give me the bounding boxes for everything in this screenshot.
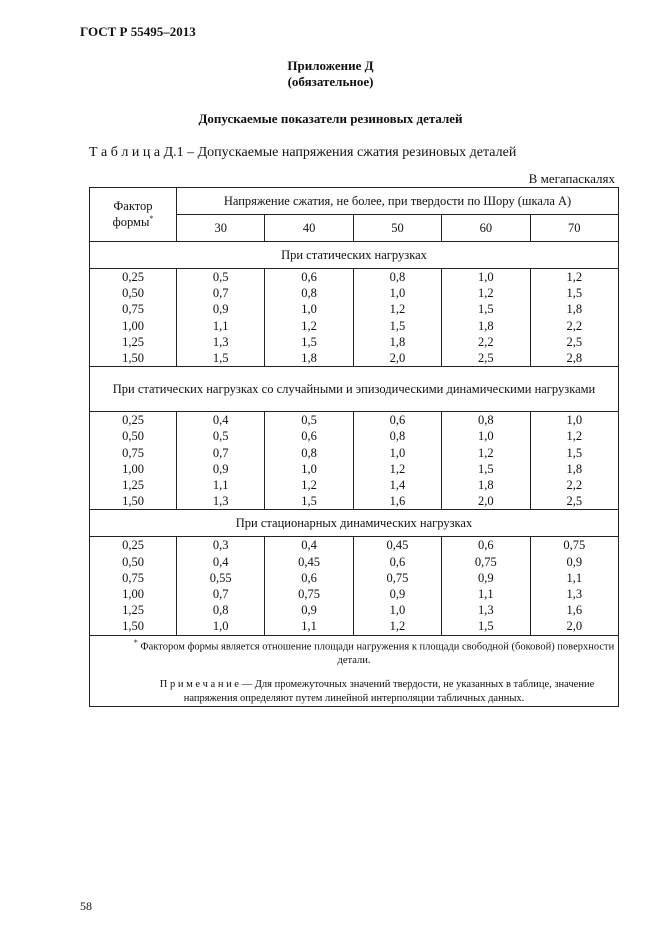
stress-value: 0,6 xyxy=(478,538,494,553)
stress-value-cell xyxy=(177,269,265,367)
hardness-group-header: Напряжение сжатия, не более, при твердости по Шору (шкала А) xyxy=(177,188,619,215)
shape-factor-value: 0,25 xyxy=(122,270,144,284)
stress-value: 1,6 xyxy=(389,494,406,509)
shape-factor-cell xyxy=(90,537,177,635)
stress-value: 0,45 xyxy=(386,538,409,553)
section-data-row xyxy=(90,537,619,635)
units-note: В мегапаскалях xyxy=(528,171,615,186)
stress-value: 1,5 xyxy=(389,318,406,333)
shape-factor-cell xyxy=(90,412,177,510)
section-data-row xyxy=(90,412,619,510)
note-label: П р и м е ч а н и е xyxy=(159,679,239,691)
table-caption xyxy=(89,145,516,161)
note-text: — Для промежуточных значений твердости, не указанных в таблице, значение напряжения определяют путем линейной интерполяции табличных данных. xyxy=(183,679,595,705)
shape-factor-value: 0,75 xyxy=(122,302,144,317)
stress-value: 1,5 xyxy=(212,351,229,366)
stress-value: 1,5 xyxy=(478,619,494,634)
shape-factor-header-line1: Фактор xyxy=(113,198,153,213)
shape-factor-value: 0,75 xyxy=(122,570,144,585)
footnote-mark: * xyxy=(133,637,138,647)
stress-value: 0,8 xyxy=(212,603,229,618)
stress-value: 0,7 xyxy=(212,286,229,301)
stress-value: 1,1 xyxy=(566,570,583,585)
hardness-header: 30 xyxy=(177,215,265,242)
stress-value: 0,9 xyxy=(389,587,406,602)
stress-value: 1,0 xyxy=(389,445,406,460)
stress-value: 0,6 xyxy=(389,554,406,569)
page-number: 58 xyxy=(80,899,92,913)
table-footnotes xyxy=(90,635,619,707)
stress-value-cell xyxy=(177,412,265,510)
stress-value: 0,7 xyxy=(212,587,229,602)
stress-value: 0,6 xyxy=(301,570,317,585)
stress-value: 1,2 xyxy=(301,478,317,493)
stress-value-cell xyxy=(530,269,619,367)
stress-value-cell xyxy=(530,412,619,510)
stress-value: 1,8 xyxy=(478,478,494,493)
shape-factor-value: 1,50 xyxy=(122,494,144,509)
shape-factor-value: 0,50 xyxy=(122,286,144,301)
stress-value: 0,8 xyxy=(389,429,406,444)
stress-value: 2,5 xyxy=(478,351,494,366)
stress-value-cell xyxy=(265,269,353,367)
shape-factor-value: 0,75 xyxy=(122,445,144,460)
table-body xyxy=(90,242,619,636)
appendix-heading: Допускаемые показатели резиновых деталей xyxy=(198,111,463,126)
shape-factor-value: 1,50 xyxy=(122,619,144,634)
stress-value: 0,4 xyxy=(212,413,229,428)
stress-value: 0,9 xyxy=(212,461,229,476)
stress-value-cell xyxy=(177,537,265,635)
stress-value: 0,8 xyxy=(301,445,317,460)
shape-factor-cell xyxy=(90,269,177,367)
section-title: При статических нагрузках со случайными и эпизодическими динамическими нагрузками xyxy=(90,367,619,412)
stress-value: 0,5 xyxy=(212,429,229,444)
stress-value: 1,1 xyxy=(301,619,317,634)
stress-value-cell xyxy=(442,537,530,635)
stress-value: 0,9 xyxy=(478,570,494,585)
stress-value: 0,6 xyxy=(389,413,406,428)
stress-value: 1,2 xyxy=(389,461,406,476)
hardness-header: 60 xyxy=(442,215,530,242)
stress-value: 1,5 xyxy=(301,494,317,509)
stress-value: 0,6 xyxy=(301,429,317,444)
stress-value: 1,3 xyxy=(478,603,494,618)
stress-value: 2,5 xyxy=(566,334,583,349)
stress-value: 1,0 xyxy=(478,429,494,444)
stress-value: 1,6 xyxy=(566,603,583,618)
stress-value: 1,2 xyxy=(389,302,406,317)
stress-value: 2,0 xyxy=(389,351,406,366)
stress-value: 1,8 xyxy=(478,318,494,333)
footnote-mark: * xyxy=(149,213,154,223)
shape-factor-value: 0,50 xyxy=(122,554,144,569)
appendix-title: Приложение Д xyxy=(287,58,374,73)
stress-value: 1,8 xyxy=(566,461,583,476)
shape-factor-header xyxy=(90,188,177,242)
stress-value: 0,5 xyxy=(212,270,229,284)
stress-value: 1,2 xyxy=(478,445,494,460)
stress-table xyxy=(89,187,619,707)
stress-value: 2,8 xyxy=(566,351,583,366)
stress-value: 1,0 xyxy=(478,270,494,284)
stress-value: 0,4 xyxy=(212,554,229,569)
stress-value: 1,0 xyxy=(566,413,583,428)
stress-value: 1,4 xyxy=(389,478,406,493)
shape-factor-value: 1,25 xyxy=(122,334,144,349)
stress-value: 1,2 xyxy=(478,286,494,301)
shape-factor-value: 1,25 xyxy=(122,603,144,618)
stress-value: 1,3 xyxy=(566,587,583,602)
stress-value: 0,3 xyxy=(212,538,229,553)
stress-value: 1,0 xyxy=(301,302,317,317)
table-caption-label: Т а б л и ц а xyxy=(89,145,161,160)
stress-value-cell xyxy=(353,269,441,367)
stress-value: 1,5 xyxy=(301,334,317,349)
stress-value: 1,3 xyxy=(212,494,229,509)
stress-value: 2,5 xyxy=(566,494,583,509)
stress-value: 0,8 xyxy=(389,270,406,284)
stress-value-cell xyxy=(353,412,441,510)
shape-factor-value: 1,00 xyxy=(122,318,144,333)
stress-value: 0,5 xyxy=(301,413,317,428)
stress-value: 1,2 xyxy=(566,270,583,284)
stress-value: 1,5 xyxy=(566,286,583,301)
shape-factor-value: 1,25 xyxy=(122,478,144,493)
shape-factor-value: 1,00 xyxy=(122,587,144,602)
stress-value: 1,8 xyxy=(389,334,406,349)
stress-value: 0,4 xyxy=(301,538,317,553)
stress-value: 1,2 xyxy=(301,318,317,333)
stress-value: 0,75 xyxy=(386,570,409,585)
hardness-header: 70 xyxy=(530,215,619,242)
stress-value: 0,75 xyxy=(563,538,586,553)
shape-factor-value: 0,25 xyxy=(122,538,144,553)
stress-value-cell xyxy=(442,412,530,510)
stress-value: 1,0 xyxy=(389,286,406,301)
shape-factor-header-line2: формы* xyxy=(112,213,154,230)
stress-value: 1,1 xyxy=(212,478,229,493)
stress-value: 2,0 xyxy=(478,494,494,509)
section-title: При статических нагрузках xyxy=(90,242,619,269)
stress-value: 0,6 xyxy=(301,270,317,284)
stress-value: 1,5 xyxy=(478,302,494,317)
stress-value: 1,2 xyxy=(566,429,583,444)
stress-value: 1,2 xyxy=(389,619,406,634)
section-title: При стационарных динамических нагрузках xyxy=(90,510,619,537)
stress-value: 0,75 xyxy=(298,587,320,602)
stress-value: 2,0 xyxy=(566,619,583,634)
stress-value: 2,2 xyxy=(566,478,583,493)
shape-factor-value: 0,50 xyxy=(122,429,144,444)
stress-value: 1,0 xyxy=(212,619,229,634)
hardness-header: 40 xyxy=(265,215,353,242)
stress-value: 0,8 xyxy=(301,286,317,301)
stress-value: 1,5 xyxy=(566,445,583,460)
stress-value: 1,8 xyxy=(301,351,317,366)
stress-value: 1,0 xyxy=(301,461,317,476)
stress-value-cell xyxy=(265,412,353,510)
stress-value: 2,2 xyxy=(478,334,494,349)
footnote-text: Фактором формы является отношение площади нагружения к площади свободной (боковой) поверхности детали. xyxy=(137,641,615,667)
table-caption-text: Д.1 – Допускаемые напряжения сжатия резиновых деталей xyxy=(160,145,517,160)
stress-value: 0,8 xyxy=(478,413,494,428)
stress-value: 2,2 xyxy=(566,318,583,333)
stress-value: 1,1 xyxy=(212,318,229,333)
stress-value: 0,45 xyxy=(298,554,320,569)
table-note xyxy=(90,678,618,706)
shape-factor-value: 1,00 xyxy=(122,461,144,476)
stress-value: 0,55 xyxy=(209,570,232,585)
section-data-row xyxy=(90,269,619,367)
stress-value-cell xyxy=(442,269,530,367)
stress-value: 1,0 xyxy=(389,603,406,618)
stress-value: 1,8 xyxy=(566,302,583,317)
stress-value: 1,3 xyxy=(212,334,229,349)
shape-factor-value: 1,50 xyxy=(122,351,144,366)
stress-value: 1,1 xyxy=(478,587,494,602)
stress-value: 1,5 xyxy=(478,461,494,476)
stress-value-cell xyxy=(353,537,441,635)
stress-value-cell xyxy=(265,537,353,635)
shape-factor-value: 0,25 xyxy=(122,413,144,428)
footnote xyxy=(90,636,618,669)
stress-value: 0,9 xyxy=(212,302,229,317)
stress-value: 0,9 xyxy=(301,603,317,618)
stress-value: 0,7 xyxy=(212,445,229,460)
appendix-status: (обязательное) xyxy=(287,74,374,89)
stress-value-cell xyxy=(530,537,619,635)
hardness-header: 50 xyxy=(353,215,441,242)
document-header: ГОСТ Р 55495–2013 xyxy=(80,24,196,39)
stress-value: 0,9 xyxy=(566,554,583,569)
stress-value: 0,75 xyxy=(474,554,497,569)
